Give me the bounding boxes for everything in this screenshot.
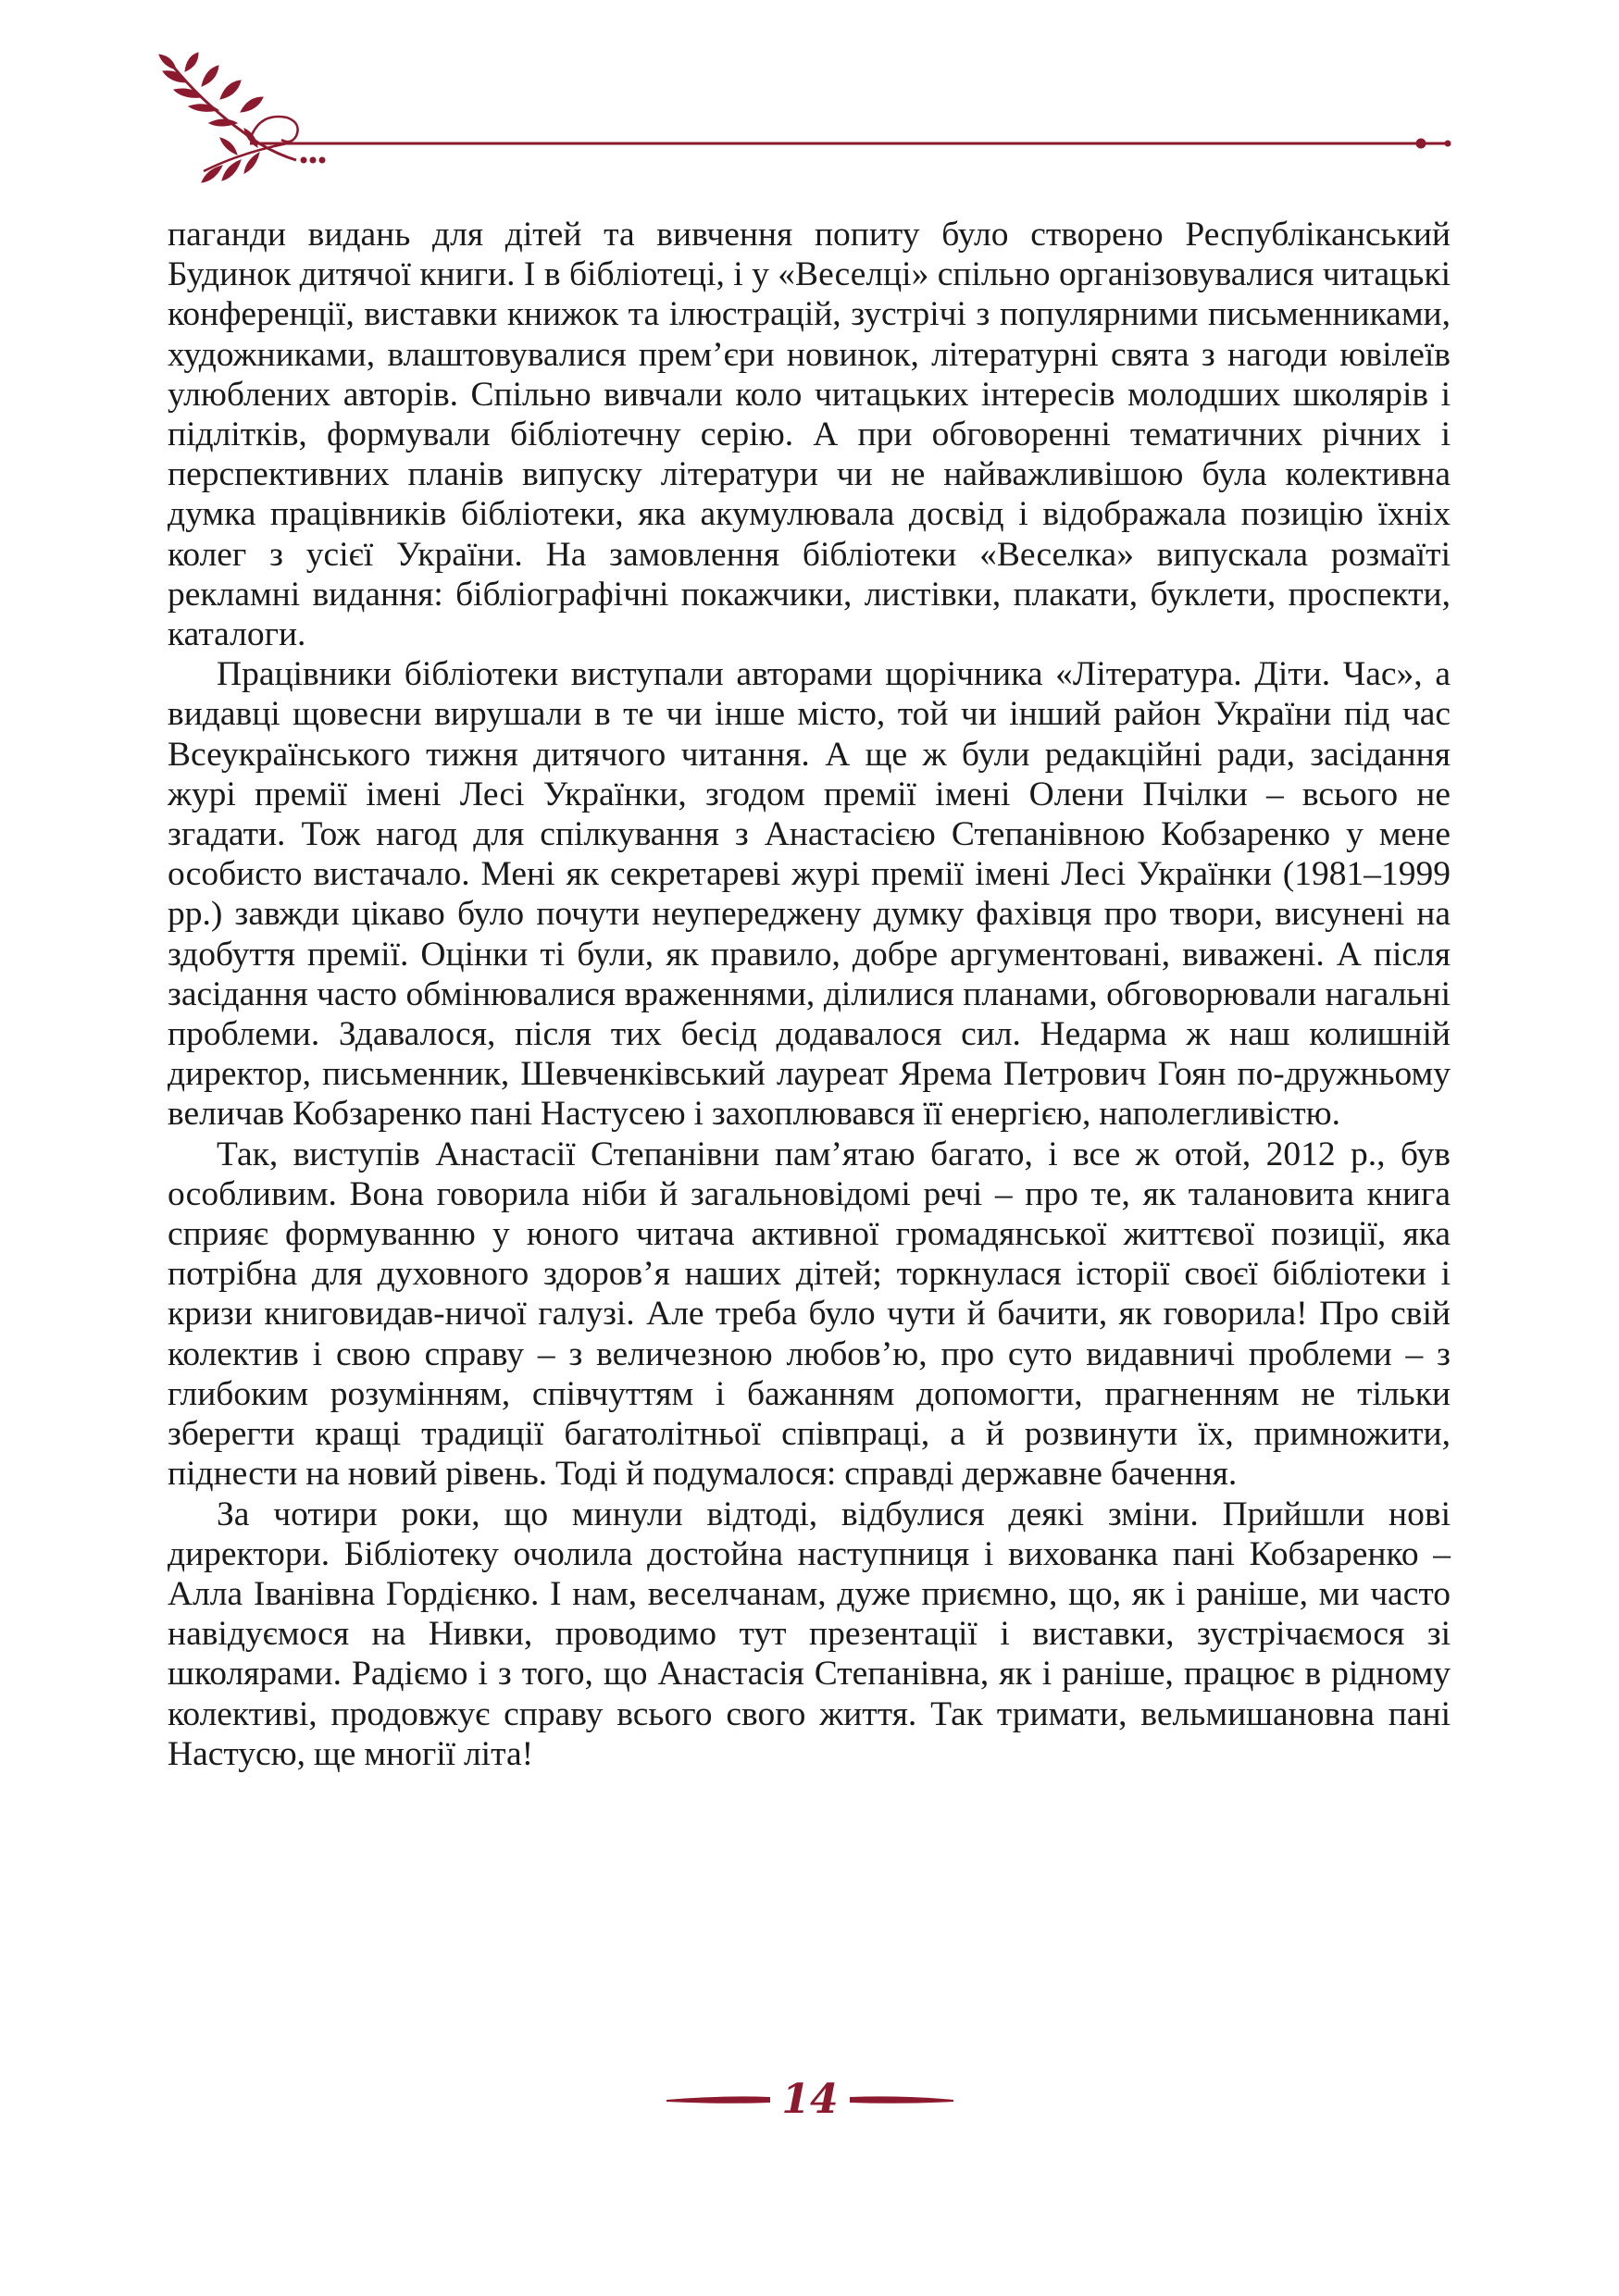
paragraph-2: Працівники бібліотеки виступали авторами щорічника «Література. Діти. Час», а видавці щовесни вирушали в те чи інше місто, той чи інший район України під час Всеукраїнського тижня дитячого читання. А ще ж були редакційні ради, засідання журі премії імені Лесі Українки, згодом премії імені Олени Пчілки – всього не згадати. Тож нагод для спілкування з Анастасією Степанівною Кобзаренко у мене особисто вистачало. Мені як секретареві журі премії імені Лесі Українки (1981–1999 рр.) завжди цікаво було почути неупереджену думку фахівця про твори, висунені на здобуття премії. Оцінки ті були, як правило, добре аргументовані, виважені. А після засідання часто обмінювалися враженнями, ділилися планами, обговорювали нагальні проблеми. Здавалося, після тих бесід додавалося сил. Недарма ж наш колишній директор, письменник, Шевченківський лауреат Ярема Петрович Гоян по-дружньому величав Кобзаренко пані Настусею і захоплювався її енергією, наполегливістю. — [168, 655, 1451, 1134]
page-number: 14 — [781, 2076, 839, 2123]
decorative-rule — [250, 139, 1451, 148]
paragraph-3: Так, виступів Анастасії Степанівни пам’ятаю багато, і все ж отой, 2012 р., був особливим. Вона говорила ніби й загальновідомі речі – про те, як талановита книга сприяє формуванню у юного читача активної громадянської життєвої позиції, яка потрібна для духовного здоров’я наших дітей; торкнулася історії своєї бібліотеки і кризи книговидав-ничої галузі. Але треба було чути й бачити, як говорила! Про свій колектив і свою справу – з величезною любов’ю, про суто видавничі проблеми – з глибоким розумінням, співчуттям і бажанням допомогти, прагненням не тільки зберегти кращі традиції багатолітньої співпраці, а й розвинути їх, примножити, піднести на новий рівень. Тоді й подумалося: справді державне бачення. — [168, 1135, 1451, 1494]
header-ornament — [148, 51, 1481, 199]
paragraph-4: За чотири роки, що минули відтоді, відбулися деякі зміни. Прийшли нові директори. Бібліотеку очолила достойна наступниця і вихованка пані Кобзаренко – Алла Іванівна Гордієнко. І нам, веселчанам, дуже приємно, що, як і раніше, ми часто навідуємося на Нивки, проводимо тут презентації і виставки, зустрічаємося зі школярами. Радіємо і з того, що Анастасія Степанівна, як і раніше, працює в рідному колективі, продовжує справу всього свого життя. Так тримати, вельмишановна пані Настусю, ще многії літа! — [168, 1495, 1451, 1773]
footer-rule-left — [666, 2096, 770, 2103]
body-text — [168, 215, 1451, 1774]
paragraph-1: паганди видань для дітей та вивчення попиту було створено Республіканський Будинок дитячої книги. І в бібліотеці, і у «Веселці» спільно організовувалися читацькі конференції, виставки книжок та ілюстрацій, зустрічі з популярними письменниками, художниками, влаштовувалися прем’єри новинок, літературні свята з нагоди ювілеїв улюблених авторів. Спільно вивчали коло читацьких інтересів молодших школярів і підлітків, формували бібліотечну серію. А при обговоренні тематичних річних і перспективних планів випуску літератури чи не найважливішою була колективна думка працівників бібліотеки, яка акумулювала досвід і відображала позицію їхніх колег з усієї України. На замовлення бібліотеки «Веселка» випускала розмаїті рекламні видання: бібліографічні покажчики, листівки, плакати, буклети, проспекти, каталоги. — [168, 216, 1451, 654]
floral-branch-icon — [159, 53, 325, 182]
footer-rule-right — [850, 2096, 953, 2103]
